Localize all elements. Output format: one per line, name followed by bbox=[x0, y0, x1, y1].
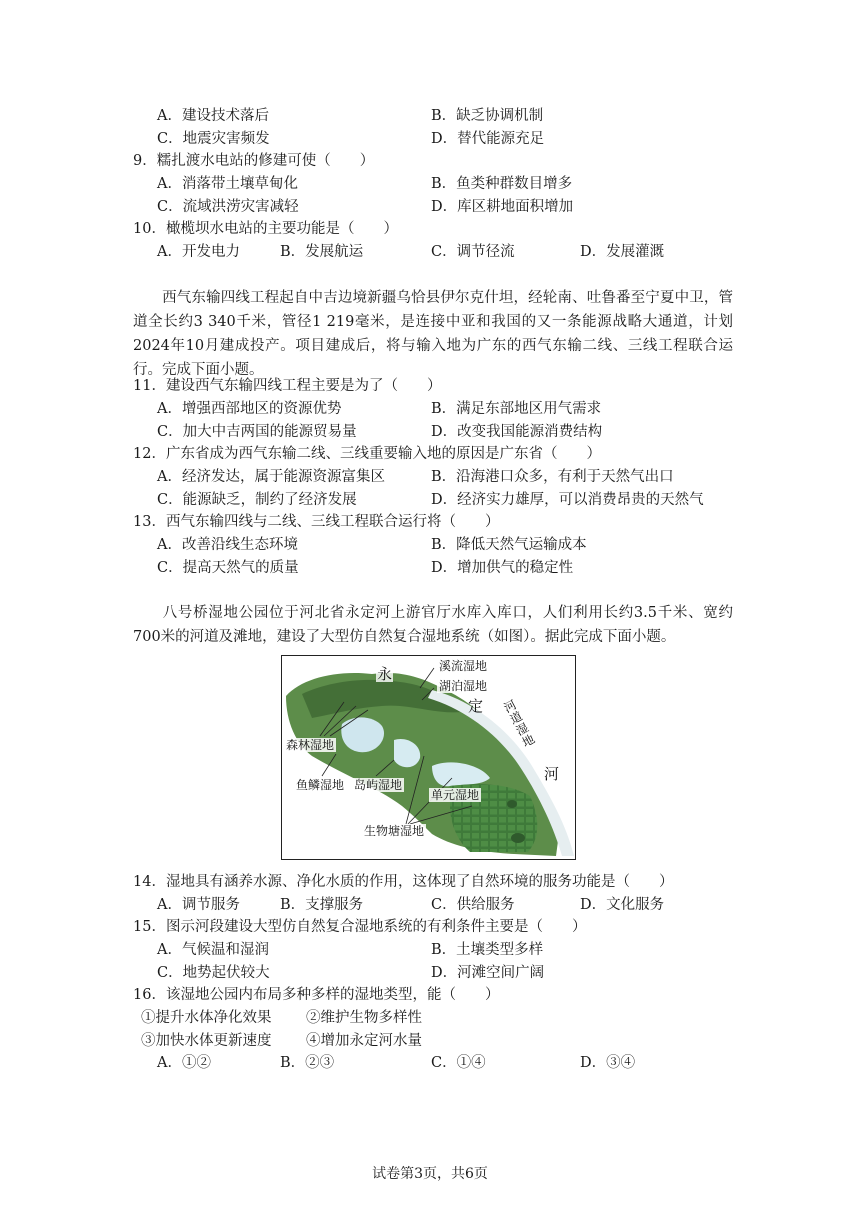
channel-wetland-label: 河道湿地 bbox=[501, 697, 538, 750]
river-name-char-2: 定 bbox=[468, 697, 484, 715]
wetland-map-illustration bbox=[282, 656, 574, 858]
passage-west-east-gas bbox=[133, 286, 733, 382]
q15-option-a: A．气候温和湿润 bbox=[157, 942, 269, 958]
island-shape bbox=[511, 833, 525, 843]
q8-option-c: C．地震灾害频发 bbox=[157, 131, 270, 147]
q16-option-b: B．②③ bbox=[280, 1055, 335, 1071]
lake-wetland-label: 湖泊湿地 bbox=[439, 679, 488, 693]
q15-stem: 15．图示河段建设大型仿自然复合湿地系统的有利条件主要是（ ） bbox=[133, 919, 587, 935]
fishscale-wetland-label: 鱼鳞湿地 bbox=[296, 778, 345, 792]
q12-option-d: D．经济实力雄厚，可以消费昂贵的天然气 bbox=[431, 492, 704, 508]
island-wetland-label: 岛屿湿地 bbox=[354, 778, 403, 792]
unit-wetland-label: 单元湿地 bbox=[431, 788, 480, 802]
q15-option-b: B．土壤类型多样 bbox=[431, 942, 544, 958]
q9-option-b: B．鱼类种群数目增多 bbox=[431, 176, 573, 192]
q12-option-a: A．经济发达，属于能源资源富集区 bbox=[157, 469, 385, 485]
passage-west-east-gas-text: 西气东输四线工程起自中吉边境新疆乌恰县伊尔克什坦，经轮南、吐鲁番至宁夏中卫，管道全长约3 340千米，管径1 219毫米，是连接中亚和我国的又一条能源战略大通道，计划2024年10月建成投产。项目建成后，将与输入地为广东的西气东输二线、三线工程联合运行。完成下面小题。 bbox=[133, 290, 733, 378]
q9-option-a: A．消落带土壤草甸化 bbox=[157, 176, 298, 192]
river-name-char-1: 永 bbox=[377, 665, 393, 683]
q8-option-b: B．缺乏协调机制 bbox=[431, 108, 544, 124]
page-footer: 试卷第3页，共6页 bbox=[372, 1166, 488, 1182]
q14-option-c: C．供给服务 bbox=[431, 897, 515, 913]
q14-stem: 14．湿地具有涵养水源、净化水质的作用，这体现了自然环境的服务功能是（ ） bbox=[133, 874, 674, 890]
island-shape-2 bbox=[507, 800, 517, 808]
q16-statement-4: ④增加永定河水量 bbox=[306, 1033, 422, 1049]
passage-wetland-park bbox=[133, 601, 733, 649]
q13-option-c: C．提高天然气的质量 bbox=[157, 560, 299, 576]
q15-option-c: C．地势起伏较大 bbox=[157, 965, 270, 981]
q15-option-d: D．河滩空间广阔 bbox=[431, 965, 545, 981]
q10-option-c: C．调节径流 bbox=[431, 244, 515, 260]
q16-option-c: C．①④ bbox=[431, 1055, 486, 1071]
q8-option-d: D．替代能源充足 bbox=[431, 131, 545, 147]
river-name-char-3: 河 bbox=[544, 765, 560, 783]
q11-stem: 11．建设西气东输四线工程主要是为了（ ） bbox=[133, 378, 442, 394]
q13-option-a: A．改善沿线生态环境 bbox=[157, 537, 298, 553]
q14-option-a: A．调节服务 bbox=[157, 897, 240, 913]
q10-stem: 10．橄榄坝水电站的主要功能是（ ） bbox=[133, 221, 398, 237]
wetland-map-figure bbox=[281, 655, 576, 860]
forest-wetland-label: 森林湿地 bbox=[286, 738, 335, 752]
q16-option-a: A．①② bbox=[157, 1055, 211, 1071]
q13-stem: 13．西气东输四线与二线、三线工程联合运行将（ ） bbox=[133, 514, 500, 530]
q13-option-b: B．降低天然气运输成本 bbox=[431, 537, 587, 553]
stream-wetland-label: 溪流湿地 bbox=[439, 659, 488, 673]
q9-option-d: D．库区耕地面积增加 bbox=[431, 199, 574, 215]
q16-statement-2: ②维护生物多样性 bbox=[306, 1010, 422, 1026]
q16-stem: 16．该湿地公园内布局多种多样的湿地类型，能（ ） bbox=[133, 987, 500, 1003]
q9-option-c: C．流域洪涝灾害减轻 bbox=[157, 199, 299, 215]
q8-option-a: A．建设技术落后 bbox=[157, 108, 269, 124]
q11-option-c: C．加大中吉两国的能源贸易量 bbox=[157, 424, 357, 440]
q10-option-b: B．发展航运 bbox=[280, 244, 364, 260]
q14-option-b: B．支撑服务 bbox=[280, 897, 364, 913]
pond-wetland-label: 生物塘湿地 bbox=[364, 824, 425, 838]
q16-option-d: D．③④ bbox=[580, 1055, 636, 1071]
q13-option-d: D．增加供气的稳定性 bbox=[431, 560, 574, 576]
q11-option-a: A．增强西部地区的资源优势 bbox=[157, 401, 342, 417]
q11-option-d: D．改变我国能源消费结构 bbox=[431, 424, 603, 440]
q12-option-c: C．能源缺乏，制约了经济发展 bbox=[157, 492, 357, 508]
q10-option-d: D．发展灌溉 bbox=[580, 244, 665, 260]
q14-option-d: D．文化服务 bbox=[580, 897, 665, 913]
q10-option-a: A．开发电力 bbox=[157, 244, 240, 260]
passage-wetland-park-text: 八号桥湿地公园位于河北省永定河上游官厅水库入库口，人们利用长约3.5千米、宽约700米的河道及滩地，建设了大型仿自然复合湿地系统（如图）。据此完成下面小题。 bbox=[133, 605, 733, 645]
q11-option-b: B．满足东部地区用气需求 bbox=[431, 401, 602, 417]
q12-stem: 12．广东省成为西气东输二线、三线重要输入地的原因是广东省（ ） bbox=[133, 446, 601, 462]
q9-stem: 9．糯扎渡水电站的修建可使（ ） bbox=[133, 153, 375, 169]
q12-option-b: B．沿海港口众多，有利于天然气出口 bbox=[431, 469, 674, 485]
q16-statement-1: ①提升水体净化效果 bbox=[141, 1010, 272, 1026]
q16-statement-3: ③加快水体更新速度 bbox=[141, 1033, 272, 1049]
